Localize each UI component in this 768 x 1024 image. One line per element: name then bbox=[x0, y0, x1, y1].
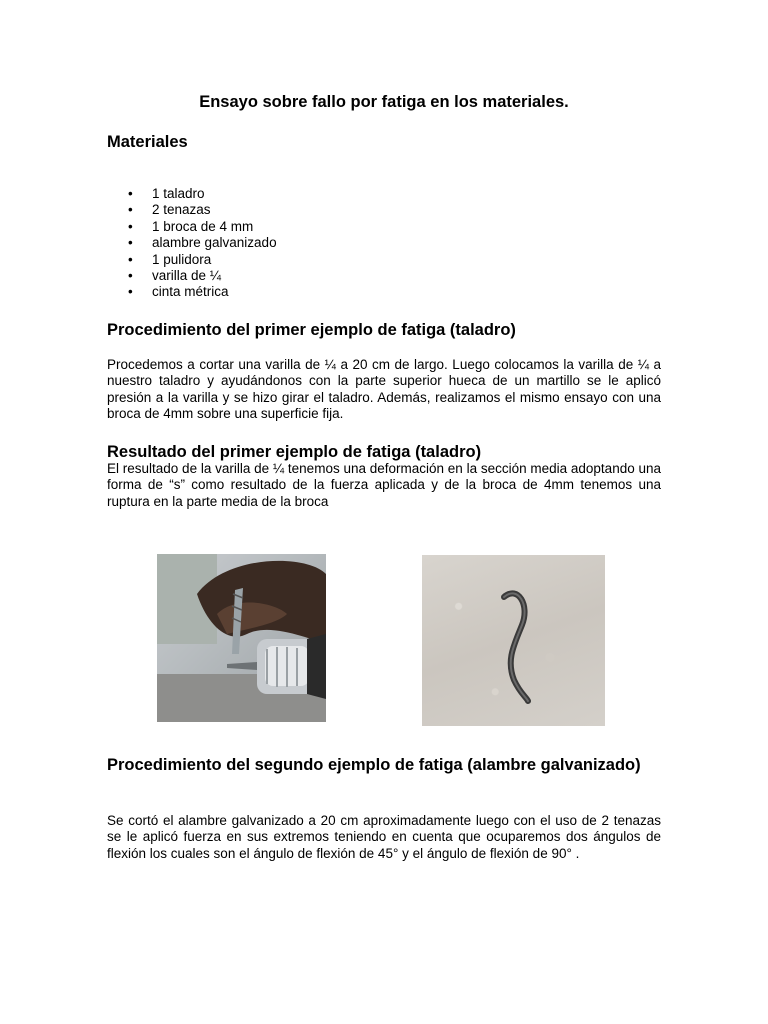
list-item: • 2 tenazas bbox=[107, 202, 277, 218]
list-item: • 1 taladro bbox=[107, 186, 277, 202]
drill-photo bbox=[157, 554, 326, 722]
list-item: • 1 pulidora bbox=[107, 252, 277, 268]
list-item: • 1 broca de 4 mm bbox=[107, 219, 277, 235]
procedimiento2-heading: Procedimiento del segundo ejemplo de fatiga (alambre galvanizado) bbox=[107, 756, 641, 774]
list-item: • varilla de ¼ bbox=[107, 268, 277, 284]
materials-list bbox=[107, 186, 277, 301]
list-item: • cinta métrica bbox=[107, 284, 277, 300]
procedimiento2-text: Se cortó el alambre galvanizado a 20 cm aproximadamente luego con el uso de 2 tenazas se le aplicó fuerza en sus extremos teniendo en cuenta que ocuparemos dos ángulos de flexión los cuales son el ángulo de flexión de 45° y el ángulo de flexión de 90° . bbox=[107, 813, 661, 861]
resultado1-text: El resultado de la varilla de ¼ tenemos una deformación en la sección media adoptando una forma de “s” como resultado de la fuerza aplicada y de la broca de 4mm tenemos una ruptura en la parte media de la broca bbox=[107, 461, 661, 509]
list-item: • alambre galvanizado bbox=[107, 235, 277, 251]
procedimiento1-text: Procedemos a cortar una varilla de ¼ a 20 cm de largo. Luego colocamos la varilla de ¼ a nuestro taladro y ayudándonos con la parte superior hueca de un martillo se le aplicó presión a la varilla y se hizo girar el taladro. Además, realizamos el mismo ensayo con una broca de 4mm sobre una superficie fija. bbox=[107, 357, 661, 422]
bent-rod-photo bbox=[422, 555, 605, 726]
materiales-heading: Materiales bbox=[107, 133, 188, 151]
document-title: Ensayo sobre fallo por fatiga en los materiales. bbox=[199, 93, 569, 111]
resultado1-heading: Resultado del primer ejemplo de fatiga (taladro) bbox=[107, 443, 482, 461]
procedimiento1-heading: Procedimiento del primer ejemplo de fatiga (taladro) bbox=[107, 321, 516, 339]
